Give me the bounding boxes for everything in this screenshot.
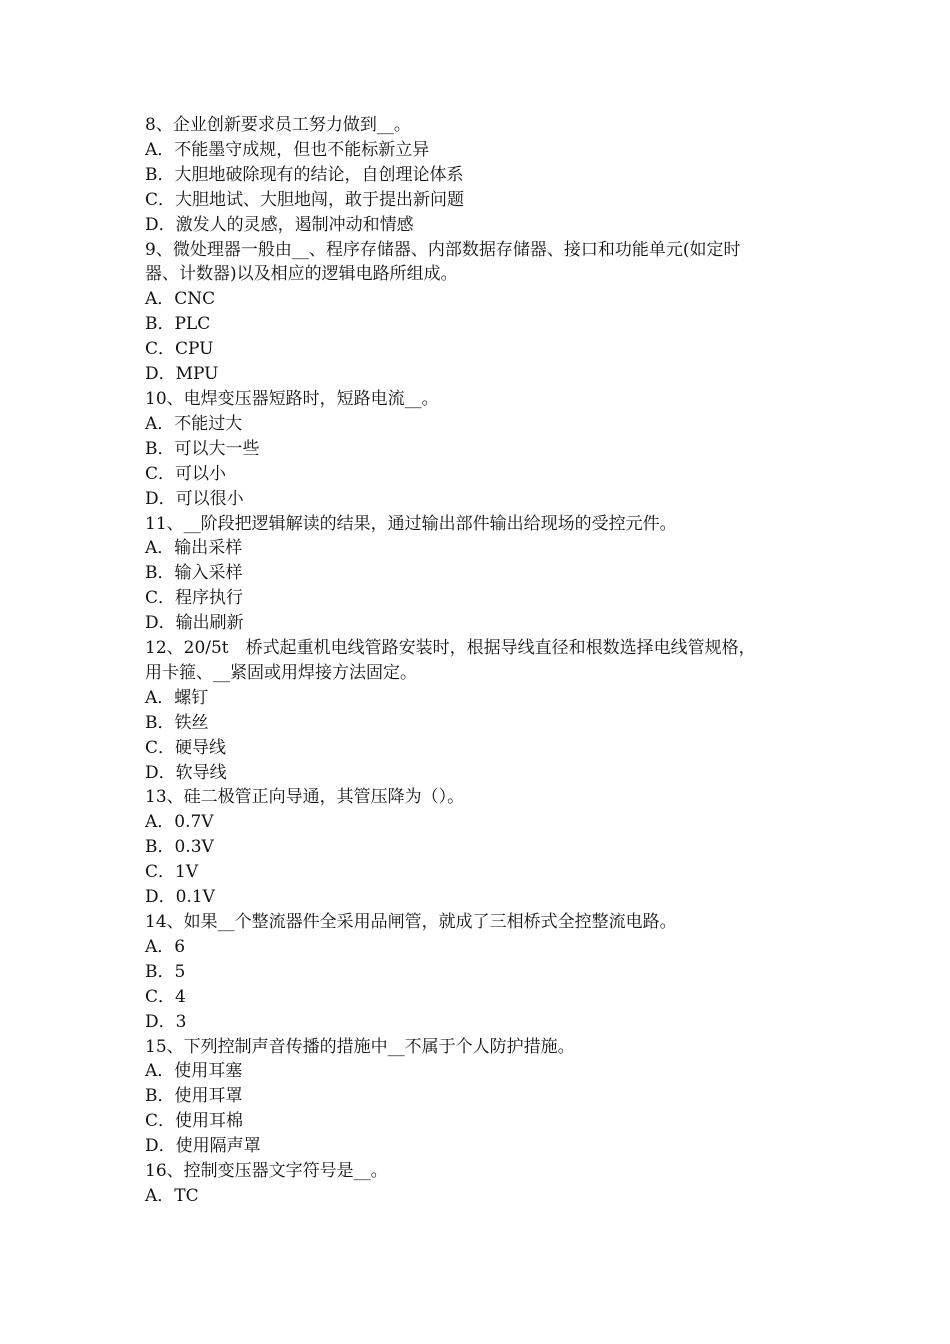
option-c: C．程序执行 <box>145 588 244 609</box>
option-b: B．0.3V <box>145 837 214 858</box>
question-stem: 13、硅二极管正向导通，其管压降为（）。 <box>145 787 465 808</box>
question-14 <box>145 910 815 1035</box>
option-a: A．螺钉 <box>145 687 209 708</box>
option-d: D．3 <box>145 1011 187 1032</box>
option-a: A．不能过大 <box>145 413 243 434</box>
question-stem: 9、微处理器一般由__、程序存储器、内部数据存储器、接口和功能单元(如定时 <box>145 239 741 260</box>
option-d: D．使用隔声罩 <box>145 1136 261 1157</box>
option-a: A．CNC <box>145 289 216 310</box>
option-c: C．使用耳棉 <box>145 1111 244 1132</box>
question-stem: 11、__阶段把逻辑解读的结果，通过输出部件输出给现场的受控元件。 <box>145 513 677 534</box>
question-list <box>145 113 815 1209</box>
question-stem: 8、企业创新要求员工努力做到__。 <box>145 115 411 135</box>
option-b: B．可以大一些 <box>145 438 260 459</box>
option-b: B．铁丝 <box>145 712 209 733</box>
option-c: C．1V <box>145 862 199 883</box>
question-stem-continued: 用卡箍、__紧固或用焊接方法固定。 <box>145 662 417 683</box>
option-a: A．不能墨守成规，但也不能标新立异 <box>145 139 430 160</box>
question-15 <box>145 1035 815 1160</box>
option-b: B．5 <box>145 961 186 982</box>
question-8 <box>145 113 815 238</box>
option-d: D．软导线 <box>145 762 227 783</box>
option-a: A．输出采样 <box>145 538 243 559</box>
option-c: C．可以小 <box>145 463 227 484</box>
option-b: B．大胆地破除现有的结论，自创理论体系 <box>145 164 464 185</box>
option-c: C．大胆地试、大胆地闯，敢于提出新问题 <box>145 189 465 210</box>
option-d: D．MPU <box>145 364 219 385</box>
option-b: B．PLC <box>145 314 211 335</box>
question-13 <box>145 785 815 910</box>
question-11 <box>145 512 815 637</box>
option-c: C．4 <box>145 986 186 1007</box>
option-b: B．输入采样 <box>145 563 243 584</box>
option-a: A．0.7V <box>145 812 214 833</box>
option-c: C．硬导线 <box>145 737 227 758</box>
question-stem: 16、控制变压器文字符号是__。 <box>145 1161 388 1182</box>
question-stem: 15、下列控制声音传播的措施中__不属于个人防护措施。 <box>145 1036 575 1057</box>
option-d: D．0.1V <box>145 887 215 908</box>
question-10 <box>145 387 815 512</box>
question-stem: 14、如果__个整流器件全采用品闸管，就成了三相桥式全控整流电路。 <box>145 912 677 932</box>
question-stem: 12、20/5t 桥式起重机电线管路安装时，根据导线直径和根数选择电线管规格， <box>145 638 756 659</box>
option-a: A．TC <box>145 1185 199 1206</box>
option-d: D．输出刷新 <box>145 613 244 634</box>
option-a: A．6 <box>145 936 186 957</box>
option-b: B．使用耳罩 <box>145 1086 243 1107</box>
option-d: D．可以很小 <box>145 488 244 509</box>
question-9 <box>145 238 815 387</box>
question-stem: 10、电焊变压器短路时，短路电流__。 <box>145 388 439 409</box>
question-12 <box>145 636 815 785</box>
question-16 <box>145 1159 815 1209</box>
option-d: D．激发人的灵感，遏制冲动和情感 <box>145 214 414 235</box>
question-stem-continued: 器、计数器)以及相应的逻辑电路所组成。 <box>145 264 458 285</box>
option-a: A．使用耳塞 <box>145 1061 243 1082</box>
option-c: C．CPU <box>145 339 214 360</box>
